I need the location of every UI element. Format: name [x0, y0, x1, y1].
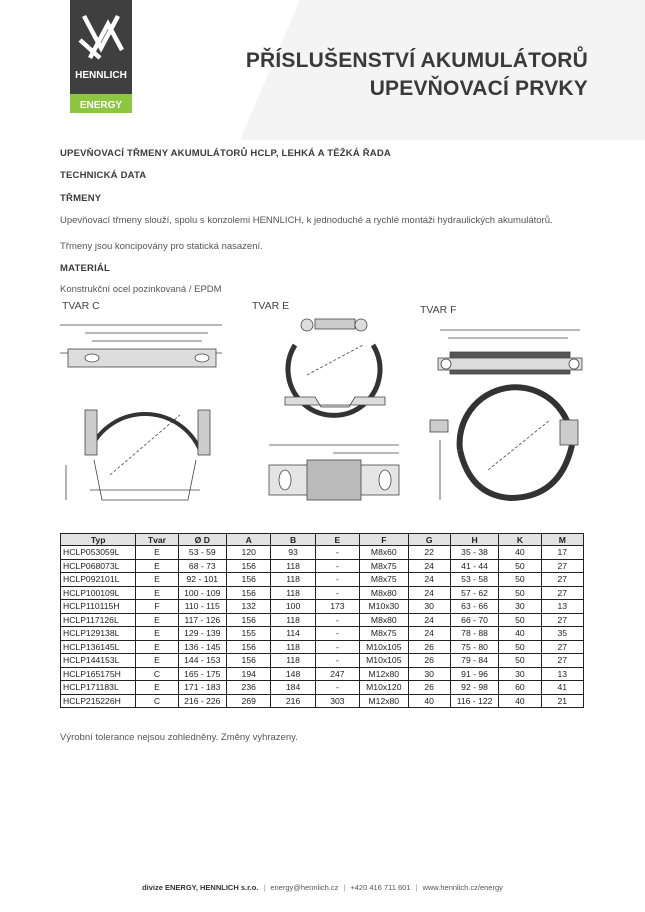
table-row: [61, 654, 584, 668]
col-a: A: [227, 534, 271, 546]
col-k: K: [499, 534, 541, 546]
table-cell: HCLP092101L: [61, 573, 136, 587]
table-cell: 40: [499, 546, 541, 560]
table-cell: 79 - 84: [450, 654, 498, 668]
table-cell: 118: [271, 586, 315, 600]
table-cell: E: [136, 586, 178, 600]
footer-phone: +420 416 711 601: [350, 883, 411, 892]
table-cell: 24: [408, 559, 450, 573]
table-cell: 24: [408, 613, 450, 627]
table-cell: 27: [541, 559, 583, 573]
table-cell: 24: [408, 586, 450, 600]
table-cell: 50: [499, 573, 541, 587]
table-cell: 92 - 98: [450, 681, 498, 695]
label-tvar-c: TVAR C: [62, 300, 100, 312]
table-cell: 120: [227, 546, 271, 560]
table-cell: 68 - 73: [178, 559, 226, 573]
col-f: F: [360, 534, 408, 546]
table-cell: M10x30: [360, 600, 408, 614]
table-cell: 24: [408, 573, 450, 587]
table-cell: 27: [541, 654, 583, 668]
table-cell: HCLP053059L: [61, 546, 136, 560]
table-cell: M10x105: [360, 654, 408, 668]
table-cell: 78 - 88: [450, 627, 498, 641]
table-cell: 184: [271, 681, 315, 695]
footer-email[interactable]: energy@hennlich.cz: [270, 883, 339, 892]
table-row: [61, 694, 584, 708]
col-e: E: [315, 534, 359, 546]
table-cell: 30: [408, 600, 450, 614]
table-cell: M8x80: [360, 613, 408, 627]
col-d: Ø D: [178, 534, 226, 546]
tech-data-heading: TECHNICKÁ DATA: [60, 170, 147, 181]
tolerance-note: Výrobní tolerance nejsou zohledněny. Změny vyhrazeny.: [60, 732, 298, 743]
table-cell: 247: [315, 667, 359, 681]
table-row: [61, 600, 584, 614]
table-cell: M8x75: [360, 559, 408, 573]
table-cell: HCLP165175H: [61, 667, 136, 681]
table-cell: 216: [271, 694, 315, 708]
table-cell: 21: [541, 694, 583, 708]
table-cell: 93: [271, 546, 315, 560]
table-cell: E: [136, 640, 178, 654]
table-cell: M12x80: [360, 694, 408, 708]
table-cell: 41: [541, 681, 583, 695]
table-cell: -: [315, 654, 359, 668]
table-cell: 236: [227, 681, 271, 695]
table-cell: 22: [408, 546, 450, 560]
table-cell: 194: [227, 667, 271, 681]
table-cell: 13: [541, 600, 583, 614]
footer: divize ENERGY, HENNLICH s.r.o. | energy@hennlich.cz | +420 416 711 601 | www.hennlich.cz/energy: [142, 883, 503, 892]
table-cell: HCLP136145L: [61, 640, 136, 654]
table-cell: HCLP171183L: [61, 681, 136, 695]
table-cell: -: [315, 586, 359, 600]
table-cell: 50: [499, 613, 541, 627]
table-cell: 27: [541, 640, 583, 654]
table-cell: 40: [499, 627, 541, 641]
page-title: [246, 47, 588, 103]
table-cell: 165 - 175: [178, 667, 226, 681]
table-cell: 156: [227, 654, 271, 668]
title-line-2: UPEVŇOVACÍ PRVKY: [369, 77, 588, 100]
table-row: [61, 613, 584, 627]
table-cell: HCLP117126L: [61, 613, 136, 627]
label-tvar-e: TVAR E: [252, 300, 290, 312]
table-cell: 30: [408, 667, 450, 681]
table-cell: HCLP068073L: [61, 559, 136, 573]
table-cell: M8x80: [360, 586, 408, 600]
table-cell: C: [136, 694, 178, 708]
table-cell: 100: [271, 600, 315, 614]
table-cell: 118: [271, 640, 315, 654]
table-cell: 27: [541, 573, 583, 587]
table-cell: -: [315, 681, 359, 695]
col-b: B: [271, 534, 315, 546]
table-body: [61, 546, 584, 708]
table-cell: 118: [271, 573, 315, 587]
table-cell: 118: [271, 559, 315, 573]
table-cell: 57 - 62: [450, 586, 498, 600]
table-cell: M8x75: [360, 627, 408, 641]
table-cell: M8x75: [360, 573, 408, 587]
table-cell: E: [136, 573, 178, 587]
table-cell: 156: [227, 613, 271, 627]
table-cell: -: [315, 573, 359, 587]
title-line-1: PŘÍSLUŠENSTVÍ AKUMULÁTORŮ: [245, 49, 588, 72]
table-row: [61, 546, 584, 560]
table-cell: 60: [499, 681, 541, 695]
table-row: [61, 573, 584, 587]
table-cell: 173: [315, 600, 359, 614]
col-h: H: [450, 534, 498, 546]
table-row: [61, 681, 584, 695]
table-cell: 27: [541, 613, 583, 627]
table-cell: HCLP144153L: [61, 654, 136, 668]
tremeny-heading: TŘMENY: [60, 193, 102, 204]
table-cell: HCLP100109L: [61, 586, 136, 600]
logo-division: ENERGY: [79, 100, 123, 111]
table-cell: E: [136, 627, 178, 641]
table-cell: 50: [499, 640, 541, 654]
table-row: [61, 559, 584, 573]
table-cell: 91 - 96: [450, 667, 498, 681]
col-g: G: [408, 534, 450, 546]
col-m: M: [541, 534, 583, 546]
table-cell: C: [136, 667, 178, 681]
table-cell: 35 - 38: [450, 546, 498, 560]
table-cell: 155: [227, 627, 271, 641]
table-cell: M10x105: [360, 640, 408, 654]
table-cell: 30: [499, 600, 541, 614]
table-cell: 50: [499, 559, 541, 573]
table-cell: 156: [227, 640, 271, 654]
table-cell: 66 - 70: [450, 613, 498, 627]
table-row: [61, 586, 584, 600]
table-cell: 35: [541, 627, 583, 641]
table-cell: E: [136, 613, 178, 627]
logo-brand-name: HENNLICH: [75, 70, 127, 81]
table-cell: 53 - 59: [178, 546, 226, 560]
table-cell: 92 - 101: [178, 573, 226, 587]
table-cell: 148: [271, 667, 315, 681]
table-cell: 118: [271, 613, 315, 627]
table-cell: 41 - 44: [450, 559, 498, 573]
footer-web[interactable]: www.hennlich.cz/energy: [422, 883, 503, 892]
label-tvar-f: TVAR F: [420, 304, 457, 316]
spec-table: [60, 533, 584, 708]
table-cell: 24: [408, 627, 450, 641]
table-row: [61, 640, 584, 654]
table-cell: HCLP129138L: [61, 627, 136, 641]
footer-company: divize ENERGY, HENNLICH s.r.o.: [142, 883, 259, 892]
subtitle: UPEVŇOVACÍ TŘMENY AKUMULÁTORŮ HCLP, LEHKÁ A TĚŽKÁ ŘADA: [60, 148, 391, 159]
table-cell: 303: [315, 694, 359, 708]
material-heading: MATERIÁL: [60, 263, 110, 274]
table-cell: 26: [408, 681, 450, 695]
table-cell: 30: [499, 667, 541, 681]
table-cell: 156: [227, 559, 271, 573]
table-cell: 129 - 139: [178, 627, 226, 641]
table-header-row: [61, 534, 584, 546]
table-cell: -: [315, 559, 359, 573]
table-cell: M8x60: [360, 546, 408, 560]
table-cell: 63 - 66: [450, 600, 498, 614]
table-cell: E: [136, 654, 178, 668]
table-cell: -: [315, 640, 359, 654]
table-cell: 136 - 145: [178, 640, 226, 654]
drawing-tvar-f: [410, 320, 600, 515]
table-cell: -: [315, 627, 359, 641]
table-cell: 13: [541, 667, 583, 681]
table-cell: 117 - 126: [178, 613, 226, 627]
table-cell: -: [315, 546, 359, 560]
table-cell: 53 - 58: [450, 573, 498, 587]
col-typ: Typ: [61, 534, 136, 546]
table-cell: 118: [271, 654, 315, 668]
table-cell: E: [136, 546, 178, 560]
table-cell: 156: [227, 586, 271, 600]
table-cell: 100 - 109: [178, 586, 226, 600]
table-cell: 156: [227, 573, 271, 587]
hennlich-logo: [70, 0, 132, 113]
table-cell: E: [136, 681, 178, 695]
table-cell: 17: [541, 546, 583, 560]
table-cell: E: [136, 559, 178, 573]
table-cell: 216 - 226: [178, 694, 226, 708]
table-cell: 27: [541, 586, 583, 600]
table-cell: F: [136, 600, 178, 614]
table-row: [61, 667, 584, 681]
description-1: Upevňovací třmeny slouží, spolu s konzolemi HENNLICH, k jednoduché a rychlé montáži hydraulických akumulátorů.: [60, 215, 553, 226]
table-cell: 40: [499, 694, 541, 708]
table-cell: HCLP110115H: [61, 600, 136, 614]
table-cell: 26: [408, 640, 450, 654]
table-cell: 269: [227, 694, 271, 708]
table-cell: 171 - 183: [178, 681, 226, 695]
table-cell: 40: [408, 694, 450, 708]
table-cell: 116 - 122: [450, 694, 498, 708]
table-cell: 110 - 115: [178, 600, 226, 614]
col-tvar: Tvar: [136, 534, 178, 546]
table-cell: -: [315, 613, 359, 627]
table-cell: 75 - 80: [450, 640, 498, 654]
table-cell: M12x80: [360, 667, 408, 681]
material-text: Konstrukční ocel pozinkovaná / EPDM: [60, 284, 222, 295]
table-cell: 50: [499, 586, 541, 600]
table-cell: 132: [227, 600, 271, 614]
description-2: Třmeny jsou koncipovány pro statická nasazení.: [60, 241, 263, 252]
table-cell: 26: [408, 654, 450, 668]
table-cell: 114: [271, 627, 315, 641]
table-cell: HCLP215226H: [61, 694, 136, 708]
drawing-tvar-c: [50, 315, 240, 515]
drawing-tvar-e: [245, 305, 420, 510]
table-cell: 50: [499, 654, 541, 668]
table-cell: 144 - 153: [178, 654, 226, 668]
table-row: [61, 627, 584, 641]
table-cell: M10x120: [360, 681, 408, 695]
